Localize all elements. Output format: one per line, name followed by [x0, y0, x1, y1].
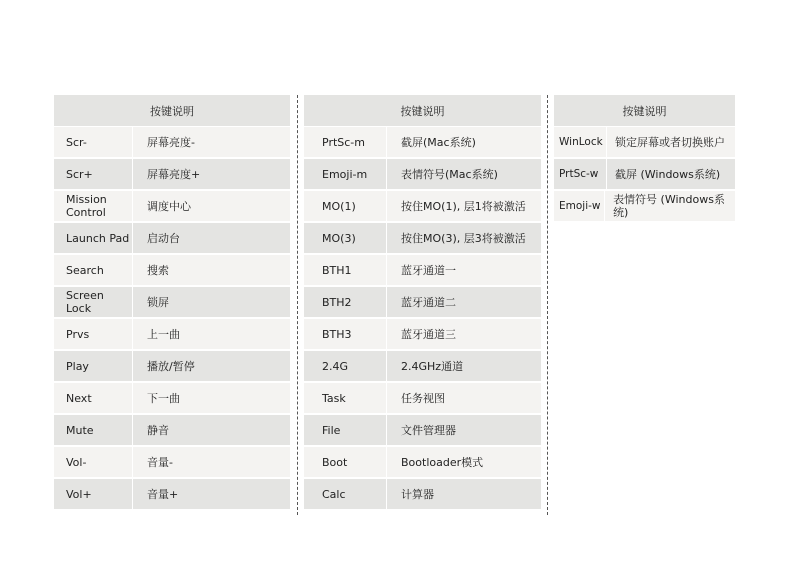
- key-name-cell: Screen Lock: [54, 287, 133, 317]
- table-row: [304, 223, 541, 253]
- key-description-cell: 任务视图: [401, 392, 445, 405]
- key-description-cell: 搜索: [147, 264, 169, 277]
- table-header: 按键说明: [54, 95, 290, 126]
- key-description-cell: 屏幕亮度+: [147, 168, 201, 181]
- table-row: [554, 127, 735, 157]
- key-name-cell: Vol+: [54, 479, 133, 509]
- key-description-cell: 上一曲: [147, 328, 180, 341]
- key-description-cell: 下一曲: [147, 392, 180, 405]
- key-description-cell: 蓝牙通道三: [401, 328, 456, 341]
- key-name-cell: BTH2: [304, 287, 387, 317]
- key-name-cell: Mute: [54, 415, 133, 445]
- key-name-cell: MO(3): [304, 223, 387, 253]
- table-row: [304, 255, 541, 285]
- key-description-cell: 锁定屏幕或者切换账户: [615, 135, 725, 149]
- key-name-cell: Emoji-m: [304, 159, 387, 189]
- key-description-cell: 播放/暂停: [147, 360, 195, 373]
- key-description-cell: 蓝牙通道二: [401, 296, 456, 309]
- dashed-divider: [547, 95, 548, 515]
- table-row: [54, 255, 290, 285]
- key-name-cell: Search: [54, 255, 133, 285]
- key-name-cell: Next: [54, 383, 133, 413]
- table-row: [54, 447, 290, 477]
- key-description-cell: 静音: [147, 424, 169, 437]
- key-description-cell: 截屏(Mac系统): [401, 136, 476, 149]
- table-row: [54, 127, 290, 157]
- key-description-cell: 文件管理器: [401, 424, 456, 437]
- key-name-cell: 2.4G: [304, 351, 387, 381]
- table-row: [304, 415, 541, 445]
- table-row: [304, 351, 541, 381]
- key-description-cell: 按住MO(3), 层3将被激活: [401, 232, 526, 245]
- key-description-cell: 屏幕亮度-: [147, 136, 195, 149]
- table-row: [304, 319, 541, 349]
- key-name-cell: Vol-: [54, 447, 133, 477]
- table-rows: [304, 127, 541, 509]
- key-name-cell: BTH1: [304, 255, 387, 285]
- key-name-cell: Scr-: [54, 127, 133, 157]
- table-row: [54, 159, 290, 189]
- key-name-cell: Launch Pad: [54, 223, 133, 253]
- key-name-cell: PrtSc-w: [554, 159, 607, 189]
- table-row: [304, 287, 541, 317]
- key-name-cell: Calc: [304, 479, 387, 509]
- key-description-cell: 音量-: [147, 456, 173, 469]
- key-table-1: [54, 95, 290, 511]
- table-row: [54, 191, 290, 221]
- table-row: [304, 479, 541, 509]
- table-header: 按键说明: [304, 95, 541, 126]
- key-description-cell: 音量+: [147, 488, 179, 501]
- key-name-cell: Emoji-w: [554, 191, 605, 221]
- key-description-cell: 按住MO(1), 层1将被激活: [401, 200, 526, 213]
- table-row: [54, 319, 290, 349]
- table-row: [54, 479, 290, 509]
- key-name-cell: BTH3: [304, 319, 387, 349]
- key-name-cell: Task: [304, 383, 387, 413]
- table-rows: [554, 127, 735, 221]
- table-header: 按键说明: [554, 95, 735, 126]
- table-row: [54, 223, 290, 253]
- table-row: [54, 287, 290, 317]
- table-row: [304, 191, 541, 221]
- key-table-3: [554, 95, 735, 223]
- table-row: [54, 351, 290, 381]
- key-table-2: [304, 95, 541, 511]
- table-row: [304, 383, 541, 413]
- table-row: [54, 383, 290, 413]
- table-row: [304, 159, 541, 189]
- key-name-cell: File: [304, 415, 387, 445]
- key-name-cell: PrtSc-m: [304, 127, 387, 157]
- key-description-cell: Bootloader模式: [401, 456, 484, 469]
- key-description-cell: 调度中心: [147, 200, 191, 213]
- key-description-cell: 启动台: [147, 232, 180, 245]
- key-name-cell: Scr+: [54, 159, 133, 189]
- key-name-cell: MO(1): [304, 191, 387, 221]
- table-row: [554, 159, 735, 189]
- key-name-cell: Play: [54, 351, 133, 381]
- key-name-cell: Boot: [304, 447, 387, 477]
- key-description-cell: 截屏 (Windows系统): [615, 167, 721, 181]
- key-description-cell: 蓝牙通道一: [401, 264, 456, 277]
- key-description-cell: 2.4GHz通道: [401, 360, 464, 373]
- table-row: [554, 191, 735, 221]
- key-name-cell: Prvs: [54, 319, 133, 349]
- table-row: [304, 447, 541, 477]
- table-rows: [54, 127, 290, 509]
- key-name-cell: Mission Control: [54, 191, 133, 221]
- key-description-cell: 计算器: [401, 488, 434, 501]
- table-row: [54, 415, 290, 445]
- key-name-cell: WinLock: [554, 127, 607, 157]
- key-description-cell: 表情符号 (Windows系统): [613, 193, 725, 219]
- key-description-cell: 锁屏: [147, 296, 169, 309]
- table-row: [304, 127, 541, 157]
- key-description-cell: 表情符号(Mac系统): [401, 168, 498, 181]
- dashed-divider: [297, 95, 298, 515]
